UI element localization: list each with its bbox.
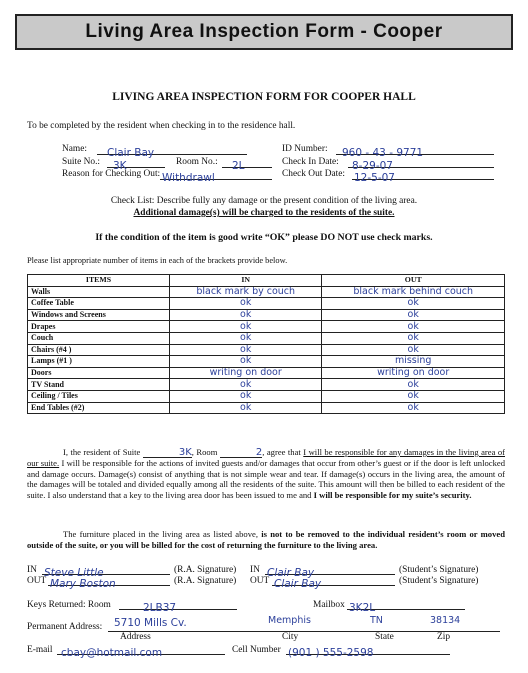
in-cell[interactable]: ok: [170, 321, 322, 333]
in-cell[interactable]: black mark by couch: [170, 286, 322, 298]
address-city: Memphis: [268, 615, 311, 626]
table-row: [28, 309, 505, 321]
mailbox-label: Mailbox: [313, 600, 345, 610]
checkin-field[interactable]: [348, 156, 494, 172]
table-row: [28, 379, 505, 391]
agreement-paragraph: [27, 447, 505, 500]
address-state: TN: [370, 615, 383, 626]
checkout-label: Check Out Date:: [282, 169, 346, 179]
ra-in-value: Steve Little: [44, 567, 104, 579]
keys-value: 2LB37: [143, 602, 177, 614]
brackets-instruction: Please list appropriate number of items in each of the brackets provide below.: [27, 256, 288, 265]
agreement-p3: , agree that: [262, 447, 301, 457]
suite-value: 3K: [113, 160, 127, 172]
agreement-p4: I will be responsible for any damages in the living area of our suite.: [27, 447, 506, 468]
agreement-room[interactable]: 2: [220, 448, 262, 458]
sig-in-label: IN: [27, 565, 37, 575]
table-row: [28, 321, 505, 333]
address-label: Permanent Address:: [27, 622, 103, 632]
item-label: Lamps (#1 ): [28, 356, 170, 368]
id-value: 960 - 43 - 9771: [342, 147, 424, 159]
item-label: Windows and Screens: [28, 309, 170, 321]
name-label: Name:: [62, 144, 87, 154]
student-out-caption: (Student’s Signature): [399, 576, 479, 586]
checkout-field[interactable]: [352, 168, 494, 184]
city-caption: City: [282, 632, 299, 642]
out-cell[interactable]: ok: [322, 321, 505, 333]
furniture-paragraph: [27, 529, 505, 550]
suite-field[interactable]: [107, 156, 165, 172]
state-caption: State: [375, 632, 394, 642]
room-label: Room No.:: [176, 157, 218, 167]
zip-caption: Zip: [437, 632, 451, 642]
out-cell[interactable]: ok: [322, 379, 505, 391]
out-cell[interactable]: ok: [322, 390, 505, 402]
mailbox-value: 3K2L: [349, 602, 376, 614]
name-value: Clair Bay: [107, 147, 155, 159]
checklist-instruction: Check List: Describe fully any damage or the present condition of the living area.: [110, 196, 418, 206]
keys-field[interactable]: [119, 598, 237, 614]
sig-in-label-2: IN: [250, 565, 260, 575]
reason-label: Reason for Checking Out:: [62, 169, 161, 179]
in-cell[interactable]: ok: [170, 390, 322, 402]
furniture-a: The furniture placed in the living area as listed above,: [63, 529, 258, 539]
suite-label: Suite No.:: [62, 157, 101, 167]
ra-out-value: Mary Boston: [50, 578, 116, 590]
item-label: Ceiling / Tiles: [28, 390, 170, 402]
mailbox-field[interactable]: [347, 598, 465, 614]
checkin-value: 8-29-07: [352, 160, 393, 172]
furniture-b: is not to be removed to the individual resident’s room or moved outside of the suite, or you will be billed for the cost of returning the furniture to the living area.: [27, 529, 505, 550]
email-value: cbay@hotmail.com: [61, 647, 163, 659]
table-row: [28, 356, 505, 368]
ra-out-signature[interactable]: [48, 574, 170, 590]
item-label: Chairs (#4 ): [28, 344, 170, 356]
agreement-p2: , Room: [191, 447, 218, 457]
reason-value: Withdrawl: [162, 172, 215, 184]
item-label: Couch: [28, 332, 170, 344]
cell-field[interactable]: [286, 643, 450, 659]
cell-label: Cell Number: [232, 645, 281, 655]
agreement-suite[interactable]: 3K: [143, 448, 192, 458]
student-out-value: Clair Bay: [274, 578, 322, 590]
item-label: TV Stand: [28, 379, 170, 391]
damage-warning: Additional damage(s) will be charged to the residents of the suite.: [133, 208, 395, 218]
id-label: ID Number:: [282, 144, 328, 154]
out-cell[interactable]: writing on door: [322, 367, 505, 379]
student-in-value: Clair Bay: [267, 567, 315, 579]
table-row: [28, 367, 505, 379]
out-cell[interactable]: missing: [322, 356, 505, 368]
intro-text: To be completed by the resident when checking in to the residence hall.: [27, 121, 296, 131]
in-header: IN: [170, 275, 322, 287]
out-cell[interactable]: ok: [322, 298, 505, 310]
email-field[interactable]: [57, 643, 225, 659]
ra-out-caption: (R.A. Signature): [174, 576, 237, 586]
table-row: [28, 402, 505, 414]
in-cell[interactable]: ok: [170, 298, 322, 310]
in-cell[interactable]: ok: [170, 379, 322, 391]
in-cell[interactable]: ok: [170, 344, 322, 356]
table-row: [28, 286, 505, 298]
table-row: [28, 332, 505, 344]
form-title: LIVING AREA INSPECTION FORM FOR COOPER HALL: [112, 91, 416, 103]
checkin-label: Check In Date:: [282, 157, 339, 167]
item-label: End Tables (#2): [28, 402, 170, 414]
in-cell[interactable]: ok: [170, 402, 322, 414]
form-banner: Living Area Inspection Form - Cooper: [15, 14, 513, 50]
item-label: Coffee Table: [28, 298, 170, 310]
out-cell[interactable]: black mark behind couch: [322, 286, 505, 298]
sig-out-label: OUT: [27, 576, 47, 586]
in-cell[interactable]: ok: [170, 309, 322, 321]
out-cell[interactable]: ok: [322, 309, 505, 321]
out-cell[interactable]: ok: [322, 402, 505, 414]
out-cell[interactable]: ok: [322, 344, 505, 356]
items-header: ITEMS: [28, 275, 170, 287]
inspection-table: [27, 274, 505, 414]
checkout-value: 12-5-07: [354, 172, 395, 184]
address-caption: Address: [120, 632, 151, 642]
student-out-signature[interactable]: [272, 574, 395, 590]
name-field[interactable]: [97, 143, 247, 159]
in-cell[interactable]: ok: [170, 356, 322, 368]
student-in-caption: (Student’s Signature): [399, 565, 479, 575]
email-label: E-mail: [27, 645, 53, 655]
agreement-p6: I will be responsible for my suite’s security.: [313, 489, 472, 500]
agreement-p5: I will be responsible for the actions of invited guests and/or damages that occur from other’s guest or if the door is left unlocked and damage occurs. Damage(s) consist of anything that is not simple wear and tear. If damage(s) occurs in the living area, the amount of the damages will be totaled and divided equally among all the residents of the suite. This amount will then be billed to each resident of the suite. I also understand that a key to the living area door has been issued to me and: [27, 458, 505, 500]
out-header: OUT: [322, 275, 505, 287]
out-cell[interactable]: ok: [322, 332, 505, 344]
room-value: 2L: [232, 160, 245, 172]
keys-label: Keys Returned: Room: [27, 600, 111, 610]
in-cell[interactable]: writing on door: [170, 367, 322, 379]
ra-in-caption: (R.A. Signature): [174, 565, 237, 575]
cell-value: (901 ) 555-2598: [288, 647, 374, 659]
ok-instruction: If the condition of the item is good write “OK” please DO NOT use check marks.: [95, 232, 433, 243]
id-field[interactable]: [336, 143, 494, 159]
sig-out-label-2: OUT: [250, 576, 270, 586]
table-header-row: [28, 275, 505, 287]
room-field[interactable]: [222, 156, 272, 172]
table-row: [28, 344, 505, 356]
item-label: Walls: [28, 286, 170, 298]
in-cell[interactable]: ok: [170, 332, 322, 344]
item-label: Doors: [28, 367, 170, 379]
address-street: 5710 Mills Cv.: [114, 617, 187, 629]
table-row: [28, 298, 505, 310]
table-row: [28, 390, 505, 402]
item-label: Drapes: [28, 321, 170, 333]
reason-field[interactable]: [160, 168, 272, 184]
agreement-p1: I, the resident of Suite: [63, 447, 141, 457]
address-zip: 38134: [430, 615, 461, 626]
